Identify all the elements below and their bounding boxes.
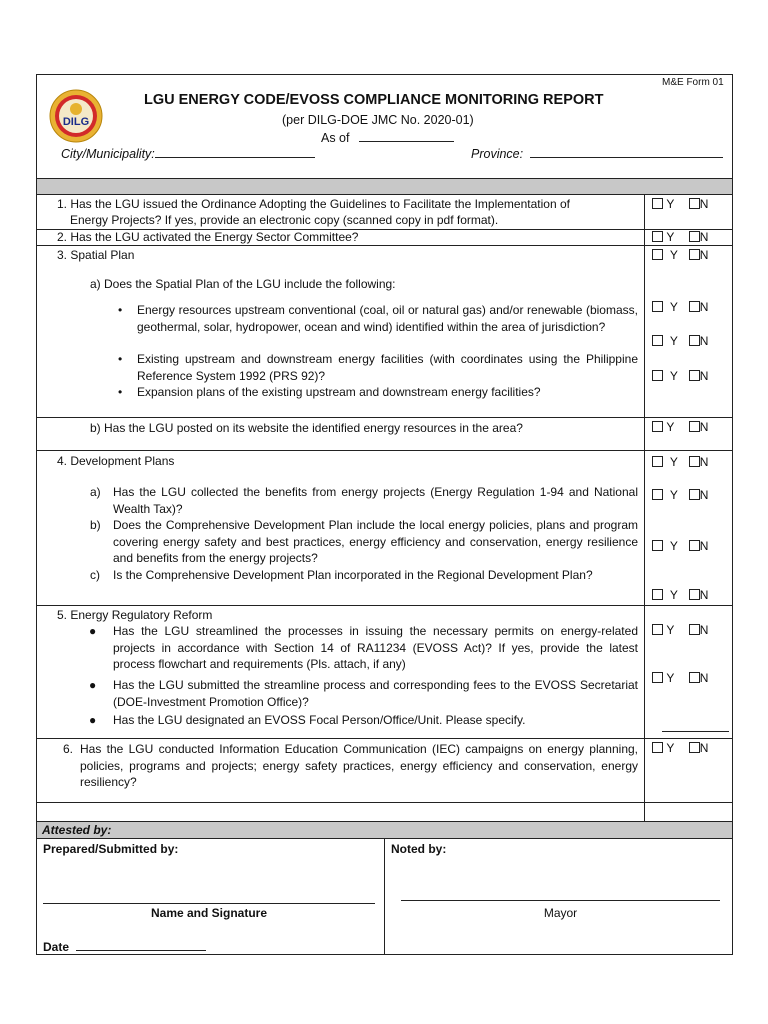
no-checkbox[interactable] xyxy=(689,456,700,467)
no-label: N xyxy=(699,300,709,314)
yes-label: Y xyxy=(666,230,675,244)
logo-text: DILG xyxy=(62,116,90,128)
yes-label: Y xyxy=(669,488,679,502)
no-label: N xyxy=(699,671,709,685)
no-checkbox[interactable] xyxy=(689,335,700,346)
as-of-field[interactable] xyxy=(359,129,454,142)
no-label: N xyxy=(699,455,709,469)
report-title: LGU ENERGY CODE/EVOSS COMPLIANCE MONITORING REPORT xyxy=(144,92,604,108)
q4c-label: c) xyxy=(90,568,100,582)
question-4c: Is the Comprehensive Development Plan incorporated in the Regional Development Plan? xyxy=(113,568,593,582)
q3a-i-answer[interactable] xyxy=(652,300,709,314)
question-3b: b) Has the LGU posted on its website the identified energy resources in the area? xyxy=(90,421,523,435)
yes-label: Y xyxy=(666,741,675,755)
date-field[interactable] xyxy=(76,938,206,951)
question-4a: Has the LGU collected the benefits from energy projects (Energy Regulation 1-94 and National Wealth Tax)? xyxy=(113,485,638,516)
q3-answer[interactable] xyxy=(652,248,709,262)
yes-label: Y xyxy=(669,588,679,602)
q2-answer[interactable] xyxy=(652,230,709,244)
no-label: N xyxy=(699,248,709,262)
no-checkbox[interactable] xyxy=(689,742,700,753)
yes-checkbox[interactable] xyxy=(652,742,663,753)
no-label: N xyxy=(699,197,709,211)
province-field[interactable] xyxy=(530,145,723,158)
question-6: Has the LGU conducted Information Education Communication (IEC) campaigns on energy planning, policies, programs and projects; energy safety practices, energy efficiency and conservation, energy resiliency? xyxy=(80,742,638,789)
no-checkbox[interactable] xyxy=(689,489,700,500)
question-3: 3. Spatial Plan xyxy=(57,248,135,262)
province-label: Province: xyxy=(471,147,524,161)
province-row xyxy=(471,145,723,161)
city-row xyxy=(61,145,315,161)
bullet: • xyxy=(118,303,123,317)
question-5: 5. Energy Regulatory Reform xyxy=(57,608,213,622)
yes-checkbox[interactable] xyxy=(652,198,663,209)
question-4b: Does the Comprehensive Development Plan include the local energy policies, plans and program covering energy safety and best practices, energy efficiency and conservation, energy resilience and benefits from the energy projects? xyxy=(113,518,638,565)
no-checkbox[interactable] xyxy=(689,540,700,551)
no-checkbox[interactable] xyxy=(689,301,700,312)
bullet: ● xyxy=(89,678,97,692)
yes-checkbox[interactable] xyxy=(652,335,663,346)
no-label: N xyxy=(699,230,709,244)
as-of-label: As of xyxy=(321,131,350,145)
q3a-ii-answer[interactable] xyxy=(652,334,709,348)
no-checkbox[interactable] xyxy=(689,421,700,432)
q3a-iii-answer[interactable] xyxy=(652,369,709,383)
q5-ii-answer[interactable] xyxy=(652,671,709,685)
question-5-ii: Has the LGU submitted the streamline process and corresponding fees to the EVOSS Secretariat (DOE-Investment Promotion Office)? xyxy=(113,678,638,709)
yes-checkbox[interactable] xyxy=(652,370,663,381)
date-label: Date xyxy=(43,940,70,954)
dilg-seal-logo xyxy=(49,89,103,143)
yes-label: Y xyxy=(669,369,679,383)
noted-by-label: Noted by: xyxy=(391,842,447,856)
yes-label: Y xyxy=(666,197,675,211)
bullet: ● xyxy=(89,713,97,727)
q4a-label: a) xyxy=(90,485,101,499)
yes-label: Y xyxy=(669,455,679,469)
yes-checkbox[interactable] xyxy=(652,672,663,683)
no-label: N xyxy=(699,420,709,434)
no-checkbox[interactable] xyxy=(689,249,700,260)
yes-checkbox[interactable] xyxy=(652,489,663,500)
bullet: • xyxy=(118,352,123,366)
q4b-label: b) xyxy=(90,518,101,532)
question-4: 4. Development Plans xyxy=(57,454,175,468)
question-1-cont: Energy Projects? If yes, provide an electronic copy (scanned copy in pdf format). xyxy=(70,213,499,227)
no-label: N xyxy=(699,741,709,755)
city-label: City/Municipality: xyxy=(61,147,155,161)
mayor-label: Mayor xyxy=(543,906,578,920)
q4a-answer[interactable] xyxy=(652,488,709,502)
yes-checkbox[interactable] xyxy=(652,249,663,260)
date-row xyxy=(43,938,206,954)
question-5-iii: Has the LGU designated an EVOSS Focal Person/Office/Unit. Please specify. xyxy=(113,713,526,727)
question-5-i: Has the LGU streamlined the processes in issuing the necessary permits on energy-related projects in accordance with Section 14 of RA11234 (EVOSS Act)? If yes, provide the latest process flowchart and requirements (Pls. attach, if any) xyxy=(113,624,638,671)
attested-label: Attested by: xyxy=(42,823,112,837)
yes-label: Y xyxy=(669,300,679,314)
no-checkbox[interactable] xyxy=(689,589,700,600)
attested-bar xyxy=(37,822,732,838)
question-3a-iii: Expansion plans of the existing upstream and downstream energy facilities? xyxy=(137,385,541,399)
yes-checkbox[interactable] xyxy=(652,589,663,600)
yes-checkbox[interactable] xyxy=(652,456,663,467)
q6-number: 6. xyxy=(63,742,74,756)
q4c-answer[interactable] xyxy=(652,588,709,602)
no-checkbox[interactable] xyxy=(689,370,700,381)
yes-label: Y xyxy=(666,420,675,434)
yes-label: Y xyxy=(666,671,675,685)
no-label: N xyxy=(699,369,709,383)
q5-i-answer[interactable] xyxy=(652,623,709,637)
section-header-bar xyxy=(37,179,732,194)
yes-checkbox[interactable] xyxy=(652,540,663,551)
question-1: 1. Has the LGU issued the Ordinance Adopting the Guidelines to Facilitate the Implementation of xyxy=(57,197,570,211)
q4b-answer[interactable] xyxy=(652,539,709,553)
no-label: N xyxy=(699,334,709,348)
no-checkbox[interactable] xyxy=(689,624,700,635)
question-3a: a) Does the Spatial Plan of the LGU include the following: xyxy=(90,277,396,291)
question-3a-i: Energy resources upstream conventional (coal, oil or natural gas) and/or renewable (biomass, geothermal, solar, hydropower, ocean and wind) identified within the area of jurisdiction? xyxy=(137,303,638,334)
yes-label: Y xyxy=(669,248,679,262)
no-label: N xyxy=(699,588,709,602)
yes-label: Y xyxy=(669,539,679,553)
report-subtitle: (per DILG-DOE JMC No. 2020-01) xyxy=(282,113,474,127)
yes-label: Y xyxy=(666,623,675,637)
no-checkbox[interactable] xyxy=(689,198,700,209)
q6-answer[interactable] xyxy=(652,741,709,755)
yes-checkbox[interactable] xyxy=(652,231,663,242)
no-checkbox[interactable] xyxy=(689,672,700,683)
yes-checkbox[interactable] xyxy=(652,624,663,635)
no-label: N xyxy=(699,488,709,502)
name-signature-label: Name and Signature xyxy=(150,906,268,920)
q1-answer[interactable] xyxy=(652,197,709,211)
city-field[interactable] xyxy=(155,145,315,158)
prepared-by-label: Prepared/Submitted by: xyxy=(43,842,179,856)
bullet: • xyxy=(118,385,123,399)
yes-checkbox[interactable] xyxy=(652,421,663,432)
question-2: 2. Has the LGU activated the Energy Sector Committee? xyxy=(57,230,359,244)
as-of-row xyxy=(321,129,454,145)
mayor-signature-line[interactable] xyxy=(401,900,720,901)
prepared-signature-line[interactable] xyxy=(43,903,375,904)
q3b-answer[interactable] xyxy=(652,420,709,434)
q5-iii-answer-line[interactable] xyxy=(662,731,729,732)
form-number: M&E Form 01 xyxy=(662,77,724,88)
no-label: N xyxy=(699,623,709,637)
no-label: N xyxy=(699,539,709,553)
yes-label: Y xyxy=(669,334,679,348)
yes-checkbox[interactable] xyxy=(652,301,663,312)
q4-answer[interactable] xyxy=(652,455,709,469)
question-3a-ii: Existing upstream and downstream energy facilities (with coordinates using the Philippine Reference System 1992 (PRS 92)? xyxy=(137,352,638,383)
bullet: ● xyxy=(89,624,97,638)
no-checkbox[interactable] xyxy=(689,231,700,242)
